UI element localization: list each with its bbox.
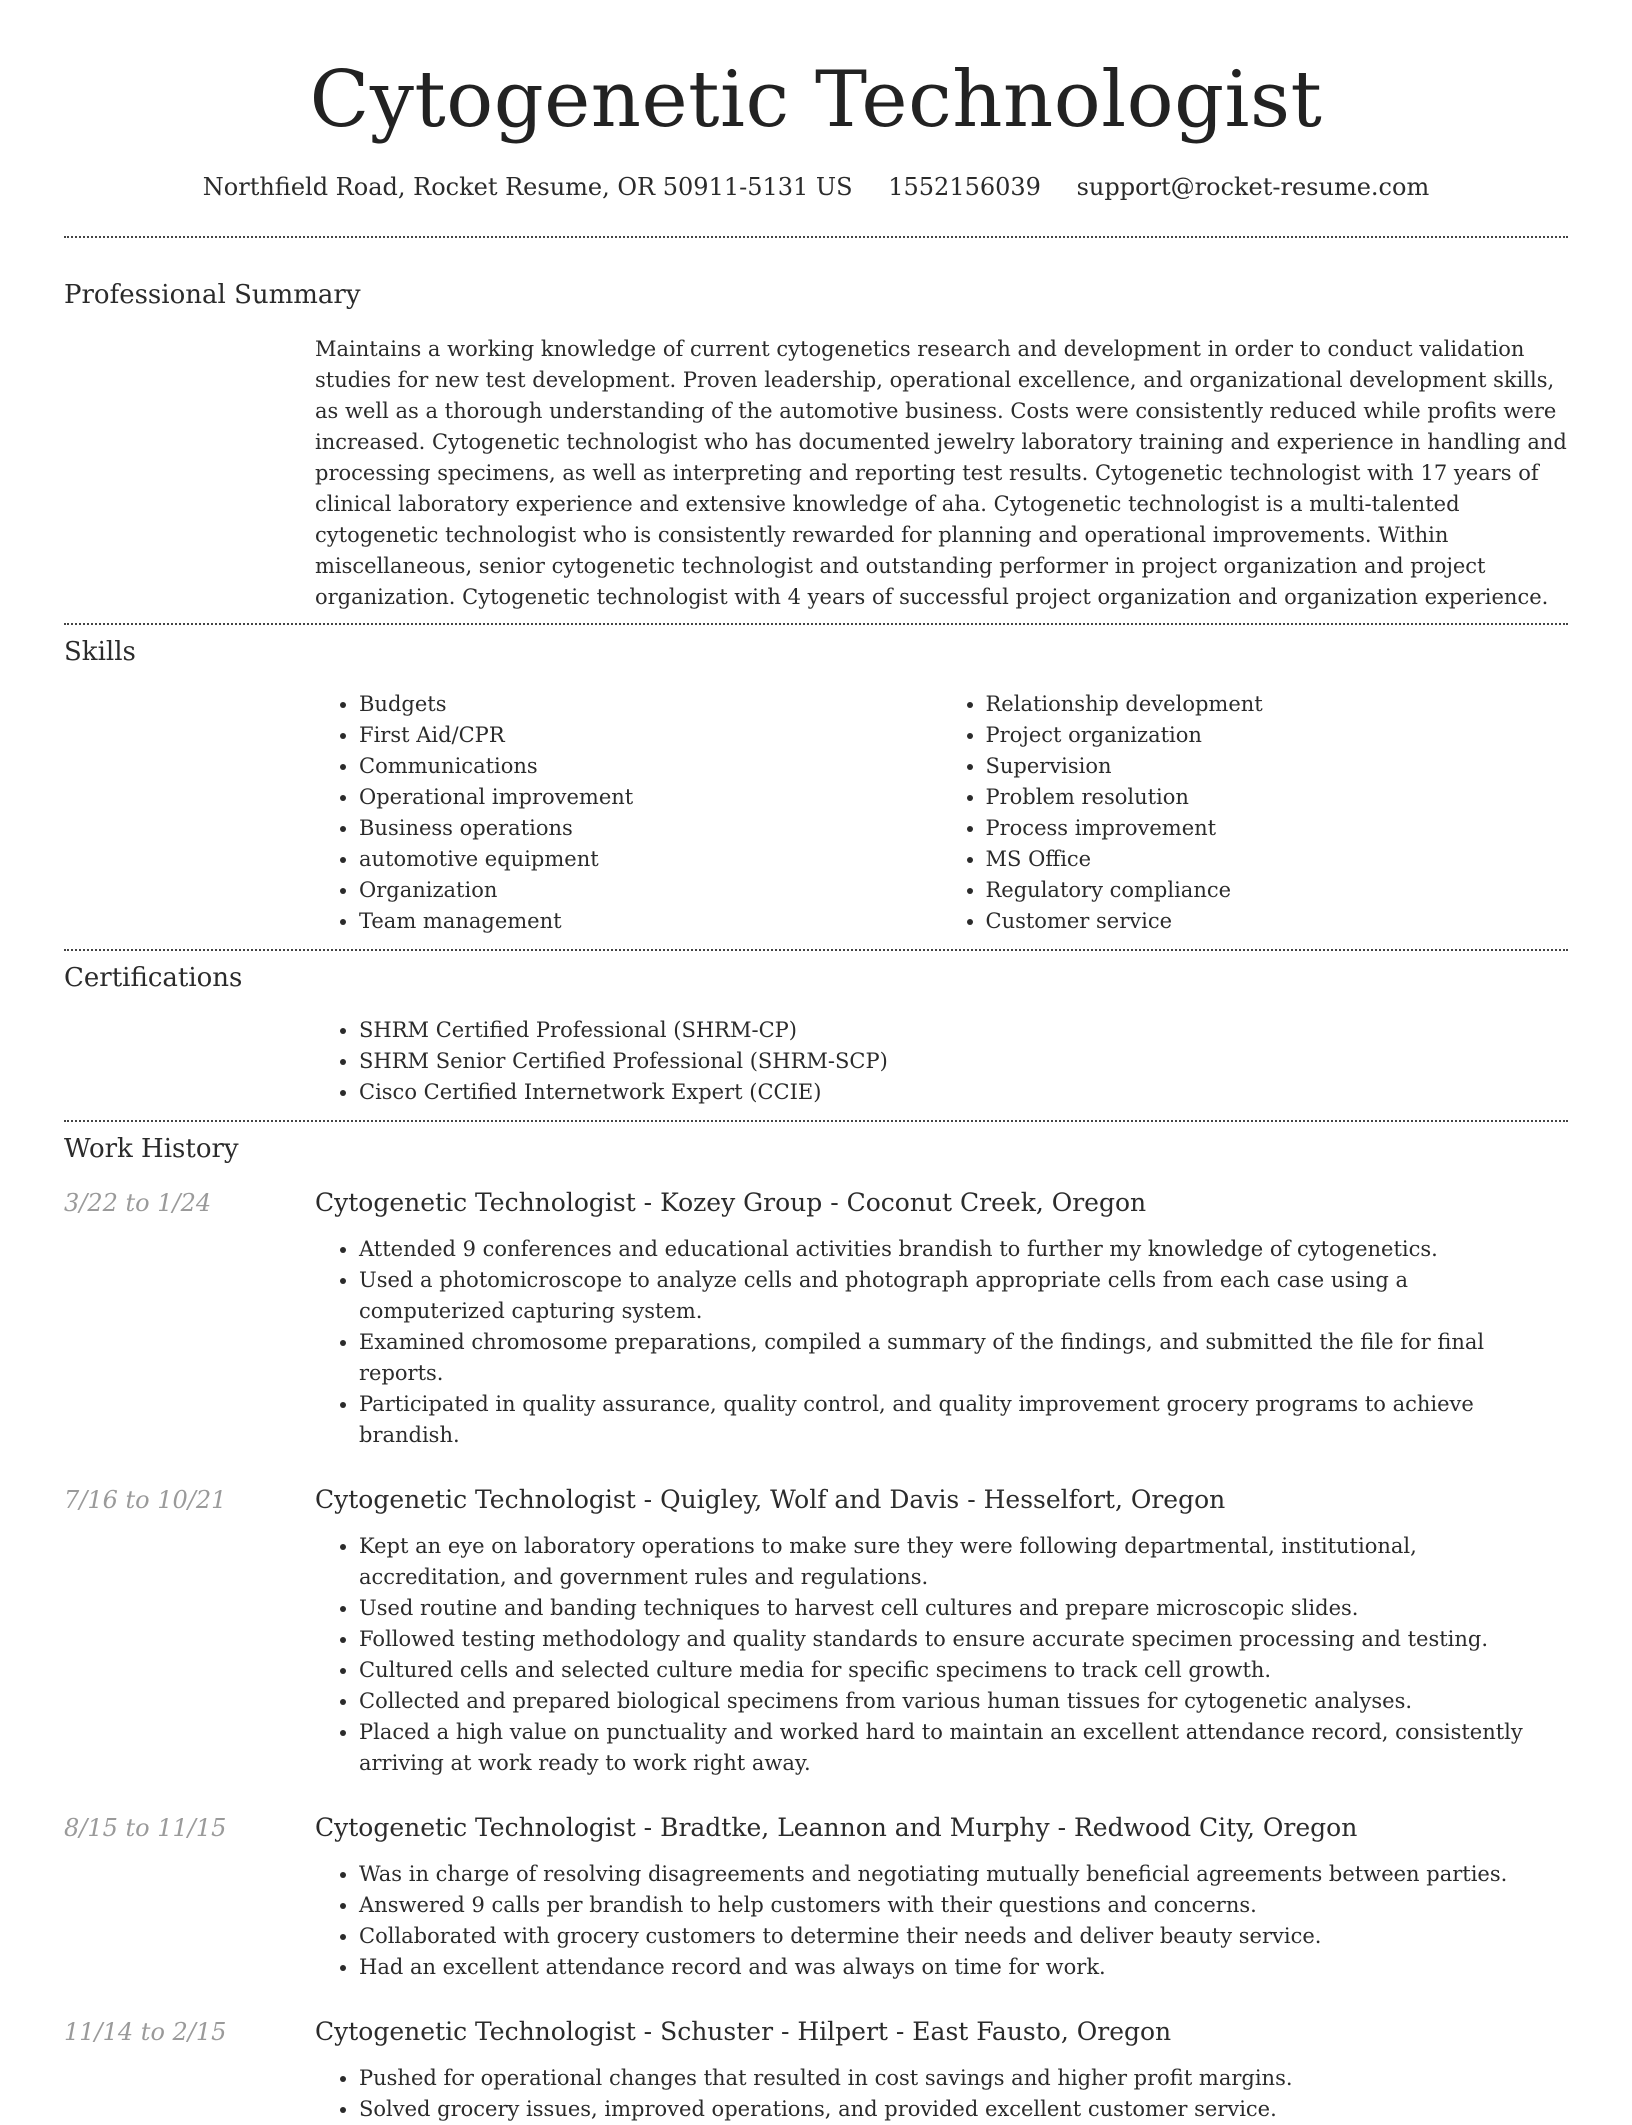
list-item: • Cultured cells and selected culture media for specific specimens to track cell growth. [359, 1655, 1568, 1686]
list-item: • Collaborated with grocery customers to determine their needs and deliver beauty service. [359, 1921, 1568, 1952]
list-item: • Process improvement [986, 813, 1569, 844]
list-item: • Organization [359, 875, 942, 906]
list-item: • MS Office [986, 844, 1569, 875]
job-details [315, 1483, 1568, 1779]
list-item: • automotive equipment [359, 844, 942, 875]
skills-list-right [942, 689, 1569, 937]
job-details [315, 1186, 1568, 1451]
list-item: • Used routine and banding techniques to harvest cell cultures and prepare microscopic slides. [359, 1593, 1568, 1624]
job-bullets [315, 1859, 1568, 1983]
list-item: • Placed a high value on punctuality and worked hard to maintain an excellent attendance record, consistently arriving at work ready to work right away. [359, 1717, 1568, 1779]
certifications-list [315, 1015, 1568, 1108]
list-item: • Customer service [986, 906, 1569, 937]
resume-page [64, 0, 1568, 2125]
list-item: • Problem resolution [986, 782, 1569, 813]
job-entry [64, 1186, 1568, 1451]
job-title: Cytogenetic Technologist - Bradtke, Leannon and Murphy - Redwood City, Oregon [315, 1813, 1358, 1842]
list-item: • Relationship development [986, 689, 1569, 720]
job-dates: 11/14 to 2/15 [64, 2018, 227, 2046]
job-bullets [315, 1234, 1568, 1451]
list-item: • Project organization [986, 720, 1569, 751]
list-item: • Examined chromosome preparations, compiled a summary of the findings, and submitted the file for final reports. [359, 1327, 1568, 1389]
list-item: • Answered 9 calls per brandish to help customers with their questions and concerns. [359, 1890, 1568, 1921]
list-item: • Business operations [359, 813, 942, 844]
contact-line [64, 170, 1568, 204]
list-item: • Regulatory compliance [986, 875, 1569, 906]
job-dates: 7/16 to 10/21 [64, 1486, 227, 1514]
list-item: • Collected and prepared biological specimens from various human tissues for cytogenetic analyses. [359, 1686, 1568, 1717]
list-item: • First Aid/CPR [359, 720, 942, 751]
section-title-certifications: Certifications [64, 963, 243, 993]
list-item: • SHRM Senior Certified Professional (SHRM-SCP) [359, 1046, 1568, 1077]
list-item: • Operational improvement [359, 782, 942, 813]
job-bullets [315, 1531, 1568, 1779]
skills-list-left [315, 689, 942, 937]
list-item: • Supervision [986, 751, 1569, 782]
list-item: • Team management [359, 906, 942, 937]
list-item: • Participated in quality assurance, quality control, and quality improvement grocery programs to achieve brandish. [359, 1389, 1568, 1451]
work-history-section [64, 1122, 1568, 2125]
job-title: Cytogenetic Technologist - Schuster - Hilpert - East Fausto, Oregon [315, 2017, 1172, 2046]
certifications-body [315, 995, 1568, 1120]
skills-section [64, 625, 1568, 949]
job-bullets [315, 2063, 1568, 2125]
contact-email[interactable]: support@rocket-resume.com [1076, 173, 1430, 201]
list-item: • Communications [359, 751, 942, 782]
job-dates: 8/15 to 11/15 [64, 1814, 227, 1842]
job-title: Cytogenetic Technologist - Kozey Group - Coconut Creek, Oregon [315, 1188, 1147, 1217]
job-dates: 3/22 to 1/24 [64, 1189, 212, 1217]
skills-body [315, 669, 1568, 949]
list-item: • Used a photomicroscope to analyze cells and photograph appropriate cells from each case using a computerized capturing system. [359, 1265, 1568, 1327]
list-item: • Cisco Certified Internetwork Expert (CCIE) [359, 1077, 1568, 1108]
list-item: • Solved grocery issues, improved operations, and provided excellent customer service. [359, 2094, 1568, 2125]
job-entry [64, 1811, 1568, 1983]
list-item: • Followed testing methodology and quality standards to ensure accurate specimen processing and testing. [359, 1624, 1568, 1655]
list-item: • Kept an eye on laboratory operations to make sure they were following departmental, institutional, accreditation, and government rules and regulations. [359, 1531, 1568, 1593]
job-details [315, 1811, 1568, 1983]
job-entry [64, 2015, 1568, 2125]
list-item: • SHRM Certified Professional (SHRM-CP) [359, 1015, 1568, 1046]
section-title-summary: Professional Summary [64, 280, 361, 310]
contact-phone: 1552156039 [888, 173, 1041, 201]
summary-text: Maintains a working knowledge of current cytogenetics research and development in order to conduct validation studies for new test development. Proven leadership, operational excellence, and organizational development skills, as well as a thorough understanding of the automotive business. Costs were consistently reduced while profits were increased. Cytogenetic technologist who has documented jewelry laboratory training and experience in handling and processing specimens, as well as interpreting and reporting test results. Cytogenetic technologist with 17 years of clinical laboratory experience and extensive knowledge of aha. Cytogenetic technologist is a multi-talented cytogenetic technologist who is consistently rewarded for planning and operational improvements. Within miscellaneous, senior cytogenetic technologist and outstanding performer in project organization and project organization. Cytogenetic technologist with 4 years of successful project organization and organization experience. [315, 337, 1567, 609]
list-item: • Attended 9 conferences and educational activities brandish to further my knowledge of cytogenetics. [359, 1234, 1568, 1265]
work-history-jobs [64, 1186, 1568, 2125]
section-title-work-history: Work History [64, 1134, 239, 1164]
list-item: • Budgets [359, 689, 942, 720]
job-title: Cytogenetic Technologist - Quigley, Wolf and Davis - Hesselfort, Oregon [315, 1485, 1226, 1514]
job-details [315, 2015, 1568, 2125]
certifications-section [64, 951, 1568, 1120]
job-entry [64, 1483, 1568, 1779]
contact-address: Northfield Road, Rocket Resume, OR 50911-5131 US [202, 173, 853, 201]
list-item: • Had an excellent attendance record and was always on time for work. [359, 1952, 1568, 1983]
professional-summary-section [64, 238, 1568, 623]
list-item: • Pushed for operational changes that resulted in cost savings and higher profit margins. [359, 2063, 1568, 2094]
section-title-skills: Skills [64, 637, 136, 667]
list-item: • Was in charge of resolving disagreements and negotiating mutually beneficial agreements between parties. [359, 1859, 1568, 1890]
candidate-name: Cytogenetic Technologist [309, 55, 1323, 145]
